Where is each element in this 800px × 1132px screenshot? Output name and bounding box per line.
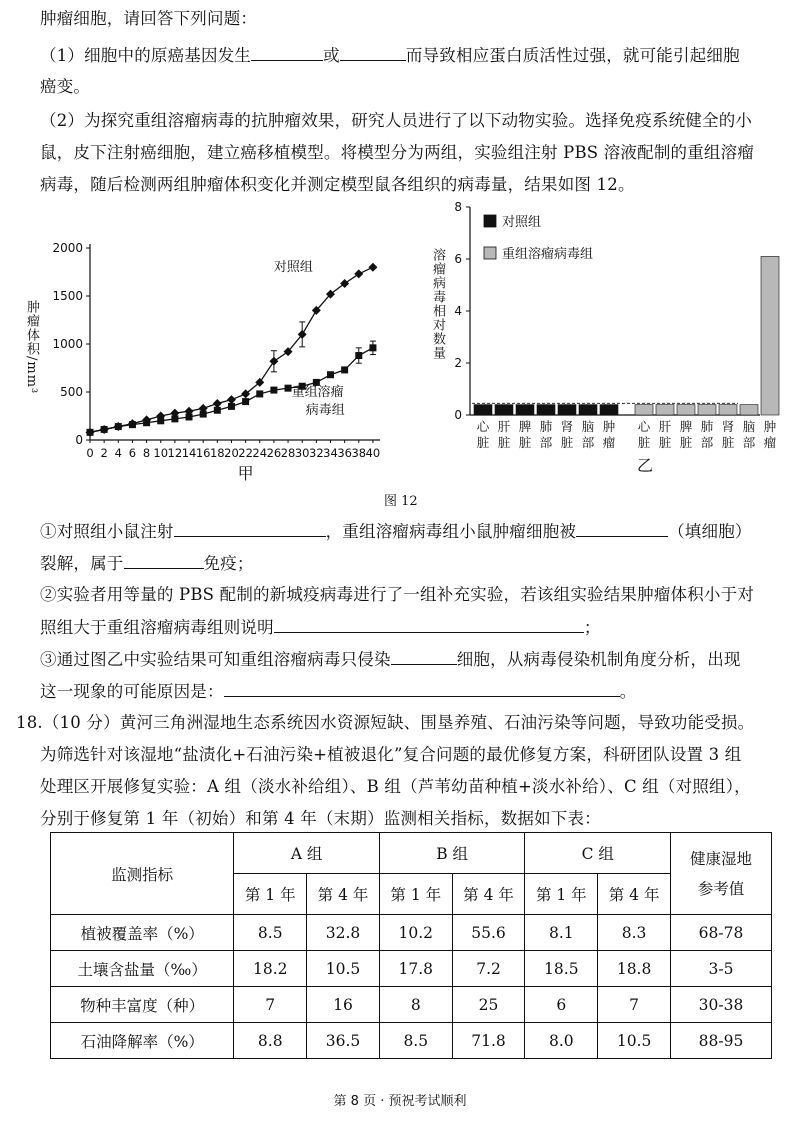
data-point-control <box>354 269 363 278</box>
bar-category-label-2: 脏 <box>637 435 651 450</box>
header-reference <box>671 833 772 915</box>
data-point-control <box>213 399 222 408</box>
legend-label: 重组溶瘤病毒组 <box>502 247 594 262</box>
s1-text-c: （填细胞） <box>668 522 752 541</box>
data-point-treatment <box>369 344 376 351</box>
header-year: 第 4 年 <box>598 874 671 915</box>
header-group-b: B 组 <box>379 833 525 874</box>
y-tick-label: 2000 <box>52 241 83 255</box>
data-point-treatment <box>270 387 277 394</box>
chart-yi-ylabel: 溶瘤病毒相对数量 <box>430 248 445 360</box>
header-year: 第 1 年 <box>379 874 452 915</box>
y-tick-label: 1500 <box>52 289 83 303</box>
y-tick-label: 500 <box>60 385 83 399</box>
row-name: 植被覆盖率（%） <box>51 915 234 951</box>
data-point-treatment <box>327 371 334 378</box>
bar-control <box>537 405 555 415</box>
series-label-treatment-2: 病毒组 <box>305 403 345 418</box>
q18-line-3: 处理区开展修复实验：A 组（淡水补给组）、B 组（芦苇幼苗种植+淡水补给）、C 组（对照组）， <box>40 777 751 796</box>
bar-treatment <box>656 405 674 415</box>
bar-category-label-2: 脏 <box>560 435 574 450</box>
table-cell: 36.5 <box>307 1023 380 1059</box>
table-cell: 8.5 <box>234 915 307 951</box>
bar-category-label-1: 肺 <box>539 419 553 434</box>
table-cell: 7 <box>598 987 671 1023</box>
chart-jia <box>50 238 410 483</box>
bar-category-label-2: 瘤 <box>602 435 616 450</box>
table-row <box>51 951 772 987</box>
bar-category-label-1: 肝 <box>497 419 511 434</box>
table-cell: 10.5 <box>307 951 380 987</box>
sub-question-1 <box>40 520 752 543</box>
header-reference-l2: 参考值 <box>697 879 745 898</box>
bar-category-label-1: 肿 <box>602 419 616 434</box>
x-tick-label: 26 <box>266 446 282 460</box>
bar-category-label-1: 肿 <box>763 419 777 434</box>
page-footer: 第 8 页 · 预祝考试顺利 <box>333 1094 467 1109</box>
data-point-treatment <box>285 385 292 392</box>
header-group-c: C 组 <box>525 833 671 874</box>
q2-line-2: 鼠，皮下注射癌细胞，建立癌移植模型。将模型分为两组，实验组注射 PBS 溶液配制的重组溶瘤 <box>40 143 755 162</box>
panel-label-yi: 乙 <box>636 456 654 475</box>
x-tick-label: 2 <box>100 446 108 460</box>
y-tick-label: 2 <box>454 356 462 370</box>
bar-treatment <box>677 405 695 415</box>
data-point-treatment <box>186 413 193 420</box>
table-ref: 30-38 <box>671 987 772 1023</box>
intro-line-1: 肿瘤细胞，请回答下列问题： <box>40 9 258 28</box>
y-tick-label: 1000 <box>52 337 83 351</box>
s1-blank-1[interactable] <box>174 520 326 537</box>
data-point-treatment <box>129 421 136 428</box>
bar-category-label-1: 心 <box>637 419 651 434</box>
bar-category-label-2: 脏 <box>497 435 511 450</box>
table-cell: 25 <box>452 987 525 1023</box>
q18-line-2: 为筛选针对该湿地“盐渍化+石油污染+植被退化”复合问题的最优修复方案，科研团队设置 3 组 <box>40 745 742 764</box>
bar-control <box>600 405 618 415</box>
table-cell: 8.8 <box>234 1023 307 1059</box>
figure-caption: 图 12 <box>384 494 418 509</box>
y-tick-label: 4 <box>454 304 462 318</box>
chart-yi <box>440 195 780 485</box>
table-cell: 18.5 <box>525 951 598 987</box>
legend-label: 对照组 <box>502 215 542 230</box>
x-tick-label: 10 <box>153 446 169 460</box>
bar-treatment <box>698 405 716 415</box>
table-cell: 8.1 <box>525 915 598 951</box>
bar-category-label-2: 部 <box>581 435 595 450</box>
table-cell: 18.2 <box>234 951 307 987</box>
y-tick-label: 0 <box>454 408 462 422</box>
bar-category-label-2: 部 <box>742 435 756 450</box>
table-row <box>51 1023 772 1059</box>
table-row <box>51 915 772 951</box>
bar-control <box>474 405 492 415</box>
q1-text-a: （1）细胞中的原癌基因发生 <box>40 46 252 65</box>
x-tick-label: 4 <box>114 446 122 460</box>
table-ref: 3-5 <box>671 951 772 987</box>
table-cell: 8.0 <box>525 1023 598 1059</box>
data-point-treatment <box>341 366 348 373</box>
q1-text-b: 或 <box>323 46 340 65</box>
data-point-treatment <box>228 403 235 410</box>
monitoring-table <box>50 832 772 1059</box>
x-tick-label: 24 <box>252 446 268 460</box>
data-point-treatment <box>200 411 207 418</box>
x-tick-label: 40 <box>365 446 381 460</box>
bar-control <box>558 405 576 415</box>
bar-category-label-1: 肾 <box>560 419 574 434</box>
x-tick-label: 18 <box>209 446 225 460</box>
bar-category-label-2: 脏 <box>721 435 735 450</box>
table-cell: 8.5 <box>379 1023 452 1059</box>
x-tick-label: 16 <box>195 446 211 460</box>
sub-question-3 <box>40 648 741 671</box>
s3-blank-2[interactable] <box>224 680 620 697</box>
x-tick-label: 34 <box>323 446 338 460</box>
s2-text-c: ； <box>583 618 601 637</box>
bar-category-label-2: 脏 <box>679 435 693 450</box>
bar-category-label-2: 脏 <box>658 435 672 450</box>
series-label-treatment-1: 重组溶瘤 <box>291 385 344 400</box>
s3-blank-1[interactable] <box>391 648 457 665</box>
row-name: 土壤含盐量（‰） <box>51 951 234 987</box>
table-ref: 88-95 <box>671 1023 772 1059</box>
s3-text-b: 细胞，从病毒侵染机制角度分析，出现 <box>456 650 741 669</box>
bar-control <box>495 405 513 415</box>
q1-text-d: 癌变。 <box>40 77 91 96</box>
table-cell: 8 <box>379 987 452 1023</box>
y-tick-label: 6 <box>454 252 462 266</box>
row-name: 物种丰富度（种） <box>51 987 234 1023</box>
data-point-treatment <box>115 423 122 430</box>
data-point-treatment <box>101 426 108 433</box>
s1-blank-2[interactable] <box>576 520 668 537</box>
q2-line-1: （2）为探究重组溶瘤病毒的抗肿瘤效果，研究人员进行了以下动物实验。选择免疫系统健全的小 <box>40 111 753 130</box>
y-tick-label: 8 <box>454 200 462 214</box>
s1-blank-3[interactable] <box>124 552 204 569</box>
q1-blank-1[interactable] <box>251 44 323 61</box>
data-point-control <box>269 357 278 366</box>
s2-blank-1[interactable] <box>274 616 584 633</box>
sub-question-3-cont <box>40 680 636 703</box>
data-point-treatment <box>143 419 150 426</box>
s1-text-b: ，重组溶瘤病毒组小鼠肿瘤细胞被 <box>325 522 577 541</box>
legend-swatch <box>484 215 496 227</box>
header-group-a: A 组 <box>234 833 380 874</box>
x-tick-label: 14 <box>181 446 197 460</box>
header-reference-l1: 健康湿地 <box>689 849 752 868</box>
sub-question-1-cont <box>40 552 254 575</box>
x-tick-label: 22 <box>238 446 253 460</box>
table-row <box>51 987 772 1023</box>
y-tick-label: 0 <box>75 433 83 447</box>
x-tick-label: 32 <box>309 446 324 460</box>
row-name: 石油降解率（%） <box>51 1023 234 1059</box>
sub-question-2-cont <box>40 616 601 639</box>
x-tick-label: 8 <box>142 446 151 460</box>
bar-category-label-1: 脾 <box>518 419 532 434</box>
bar-category-label-1: 心 <box>476 419 490 434</box>
bar-category-label-2: 部 <box>539 435 553 450</box>
q2-line-3: 病毒，随后检测两组肿瘤体积变化并测定模型鼠各组织的病毒量，结果如图 12。 <box>40 175 635 194</box>
q1-text-c: 而导致相应蛋白质活性过强，就可能引起细胞 <box>405 46 740 65</box>
bar-category-label-2: 脏 <box>518 435 532 450</box>
question-1 <box>40 44 740 67</box>
bar-treatment <box>740 405 758 415</box>
bar-treatment <box>761 256 779 415</box>
table-cell: 71.8 <box>452 1023 525 1059</box>
bar-category-label-1: 肾 <box>721 419 735 434</box>
q18-line-1: 18.（10 分）黄河三角洲湿地生态系统因水资源短缺、围垦养殖、石油污染等问题，导致功能受损。 <box>16 713 755 732</box>
s3-text-d: 。 <box>619 682 637 701</box>
q1-blank-2[interactable] <box>340 44 406 61</box>
series-label-control: 对照组 <box>273 260 313 276</box>
data-point-treatment <box>87 429 94 436</box>
table-cell: 55.6 <box>452 915 525 951</box>
data-point-treatment <box>256 390 263 397</box>
bar-category-label-1: 脾 <box>679 419 693 434</box>
bar-treatment <box>635 405 653 415</box>
x-tick-label: 38 <box>351 446 367 460</box>
bar-category-label-1: 脑 <box>742 419 756 434</box>
x-tick-label: 20 <box>224 446 239 460</box>
bar-treatment <box>719 405 737 415</box>
table-cell: 16 <box>307 987 380 1023</box>
table-cell: 7.2 <box>452 951 525 987</box>
data-point-treatment <box>157 417 164 424</box>
bar-category-label-1: 脑 <box>581 419 595 434</box>
bar-category-label-1: 肺 <box>700 419 714 434</box>
table-ref: 68-78 <box>671 915 772 951</box>
bar-category-label-2: 部 <box>700 435 714 450</box>
bar-category-label-2: 脏 <box>476 435 490 450</box>
bar-control <box>579 405 597 415</box>
x-tick-label: 28 <box>280 446 296 460</box>
bar-category-label-1: 肝 <box>658 419 672 434</box>
s2-text-b: 照组大于重组溶瘤病毒组则说明 <box>40 618 274 637</box>
s3-text-c: 这一现象的可能原因是： <box>40 682 224 701</box>
x-tick-label: 6 <box>128 446 137 460</box>
table-cell: 10.2 <box>379 915 452 951</box>
bar-category-label-2: 瘤 <box>763 435 777 450</box>
s1-text-a: ①对照组小鼠注射 <box>40 522 174 541</box>
table-cell: 10.5 <box>598 1023 671 1059</box>
data-point-treatment <box>171 415 178 422</box>
x-tick-label: 36 <box>337 446 352 460</box>
data-point-treatment <box>242 398 249 405</box>
header-year: 第 4 年 <box>307 874 380 915</box>
data-point-treatment <box>214 407 221 414</box>
table-cell: 7 <box>234 987 307 1023</box>
s2-line-1: ②实验者用等量的 PBS 配制的新城疫病毒进行了一组补充实验，若该组实验结果肿瘤体积小于对 <box>40 585 755 604</box>
data-point-treatment <box>355 352 362 359</box>
s3-text-a: ③通过图乙中实验结果可知重组溶瘤病毒只侵染 <box>40 650 391 669</box>
x-tick-label: 0 <box>86 446 94 460</box>
chart-jia-ylabel: 肿瘤体积/mm³ <box>24 300 39 395</box>
s1-text-e: 免疫； <box>203 554 254 573</box>
data-point-control <box>368 263 377 272</box>
s1-text-d: 裂解，属于 <box>40 554 124 573</box>
table-cell: 32.8 <box>307 915 380 951</box>
header-year: 第 1 年 <box>234 874 307 915</box>
legend-swatch <box>484 247 496 259</box>
bar-control <box>516 405 534 415</box>
table-cell: 17.8 <box>379 951 452 987</box>
header-year: 第 4 年 <box>452 874 525 915</box>
table-cell: 8.3 <box>598 915 671 951</box>
data-point-control <box>227 395 236 404</box>
panel-label-jia: 甲 <box>237 464 254 483</box>
table-cell: 6 <box>525 987 598 1023</box>
header-year: 第 1 年 <box>525 874 598 915</box>
header-indicator: 监测指标 <box>51 833 234 915</box>
table-cell: 18.8 <box>598 951 671 987</box>
q18-line-4: 分别于修复第 1 年（初始）和第 4 年（末期）监测相关指标，数据如下表： <box>40 809 601 828</box>
x-tick-label: 12 <box>167 446 183 460</box>
x-tick-label: 30 <box>294 446 310 460</box>
